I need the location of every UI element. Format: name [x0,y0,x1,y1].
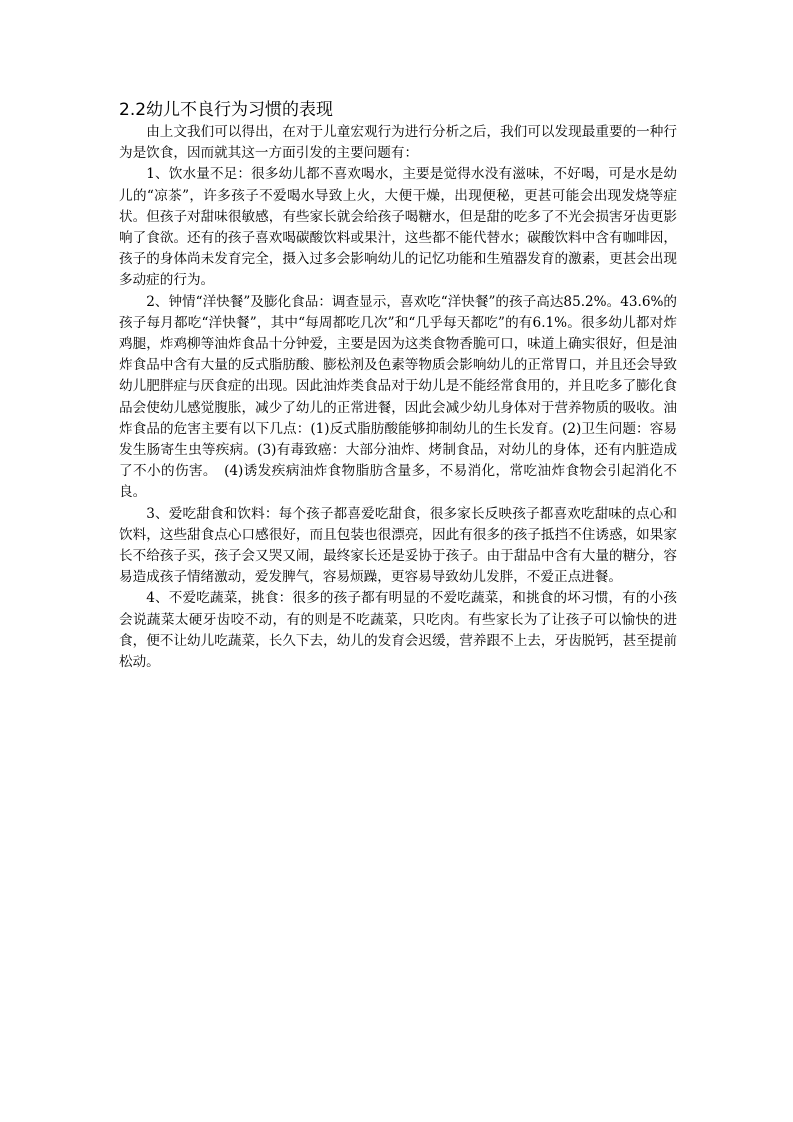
paragraph-fast-food: 2、钟情“洋快餐”及膨化食品：调查显示，喜欢吃“洋快餐”的孩子高达85.2%。43.6%的孩子每月都吃“洋快餐”，其中“每周都吃几次”和“几乎每天都吃”的有6.1%。很多幼儿都对炸鸡腿，炸鸡柳等油炸食品十分钟爱，主要是因为这类食物香脆可口，味道上确实很好，但是油炸食品中含有大量的反式脂肪酸、膨松剂及色素等物质会影响幼儿的正常胃口，并且还会导致幼儿肥胖症与厌食症的出现。因此油炸类食品对于幼儿是不能经常食用的，并且吃多了膨化食品会使幼儿感觉腹胀，减少了幼儿的正常进餐，因此会减少幼儿身体对于营养物质的吸收。油炸食品的危害主要有以下几点：(1)反式脂肪酸能够抑制幼儿的生长发育。(2)卫生问题：容易发生肠寄生虫等疾病。(3)有毒致癌：大部分油炸、烤制食品，对幼儿的身体，还有内脏造成了不小的伤害。 (4)诱发疾病油炸食物脂肪含量多，不易消化，常吃油炸食物会引起消化不良。 [119,293,677,501]
document-page [119,98,677,673]
paragraph-sweets: 3、爱吃甜食和饮料：每个孩子都喜爱吃甜食，很多家长反映孩子都喜欢吃甜味的点心和饮料，这些甜食点心口感很好，而且包装也很漂亮，因此有很多的孩子抵挡不住诱惑，如果家长不给孩子买，孩子会又哭又闹，最终家长还是妥协于孩子。由于甜品中含有大量的糖分，容易造成孩子情绪激动，爱发脾气，容易烦躁，更容易导致幼儿发胖，不爱正点进餐。 [119,505,677,586]
paragraph-vegetables: 4、不爱吃蔬菜，挑食：很多的孩子都有明显的不爱吃蔬菜，和挑食的坏习惯，有的小孩会说蔬菜太硬牙齿咬不动，有的则是不吃蔬菜，只吃肉。有些家长为了让孩子可以愉快的进食，便不让幼儿吃蔬菜，长久下去，幼儿的发育会迟缓，营养跟不上去，牙齿脱钙，甚至提前松动。 [119,590,677,671]
paragraph-water-intake: 1、饮水量不足：很多幼儿都不喜欢喝水，主要是觉得水没有滋味，不好喝，可是水是幼儿的“凉茶”，许多孩子不爱喝水导致上火，大便干燥，出现便秘，更甚可能会出现发烧等症状。但孩子对甜味很敏感，有些家长就会给孩子喝糖水，但是甜的吃多了不光会损害牙齿更影响了食欲。还有的孩子喜欢喝碳酸饮料或果汁，这些都不能代替水；碳酸饮料中含有咖啡因，孩子的身体尚未发育完全，摄入过多会影响幼儿的记忆功能和生殖器发育的激素，更甚会出现多动症的行为。 [119,166,677,289]
intro-paragraph: 由上文我们可以得出，在对于儿童宏观行为进行分析之后，我们可以发现最重要的一种行为是饮食，因而就其这一方面引发的主要问题有： [119,124,677,162]
section-heading: 2.2幼儿不良行为习惯的表现 [119,100,334,120]
